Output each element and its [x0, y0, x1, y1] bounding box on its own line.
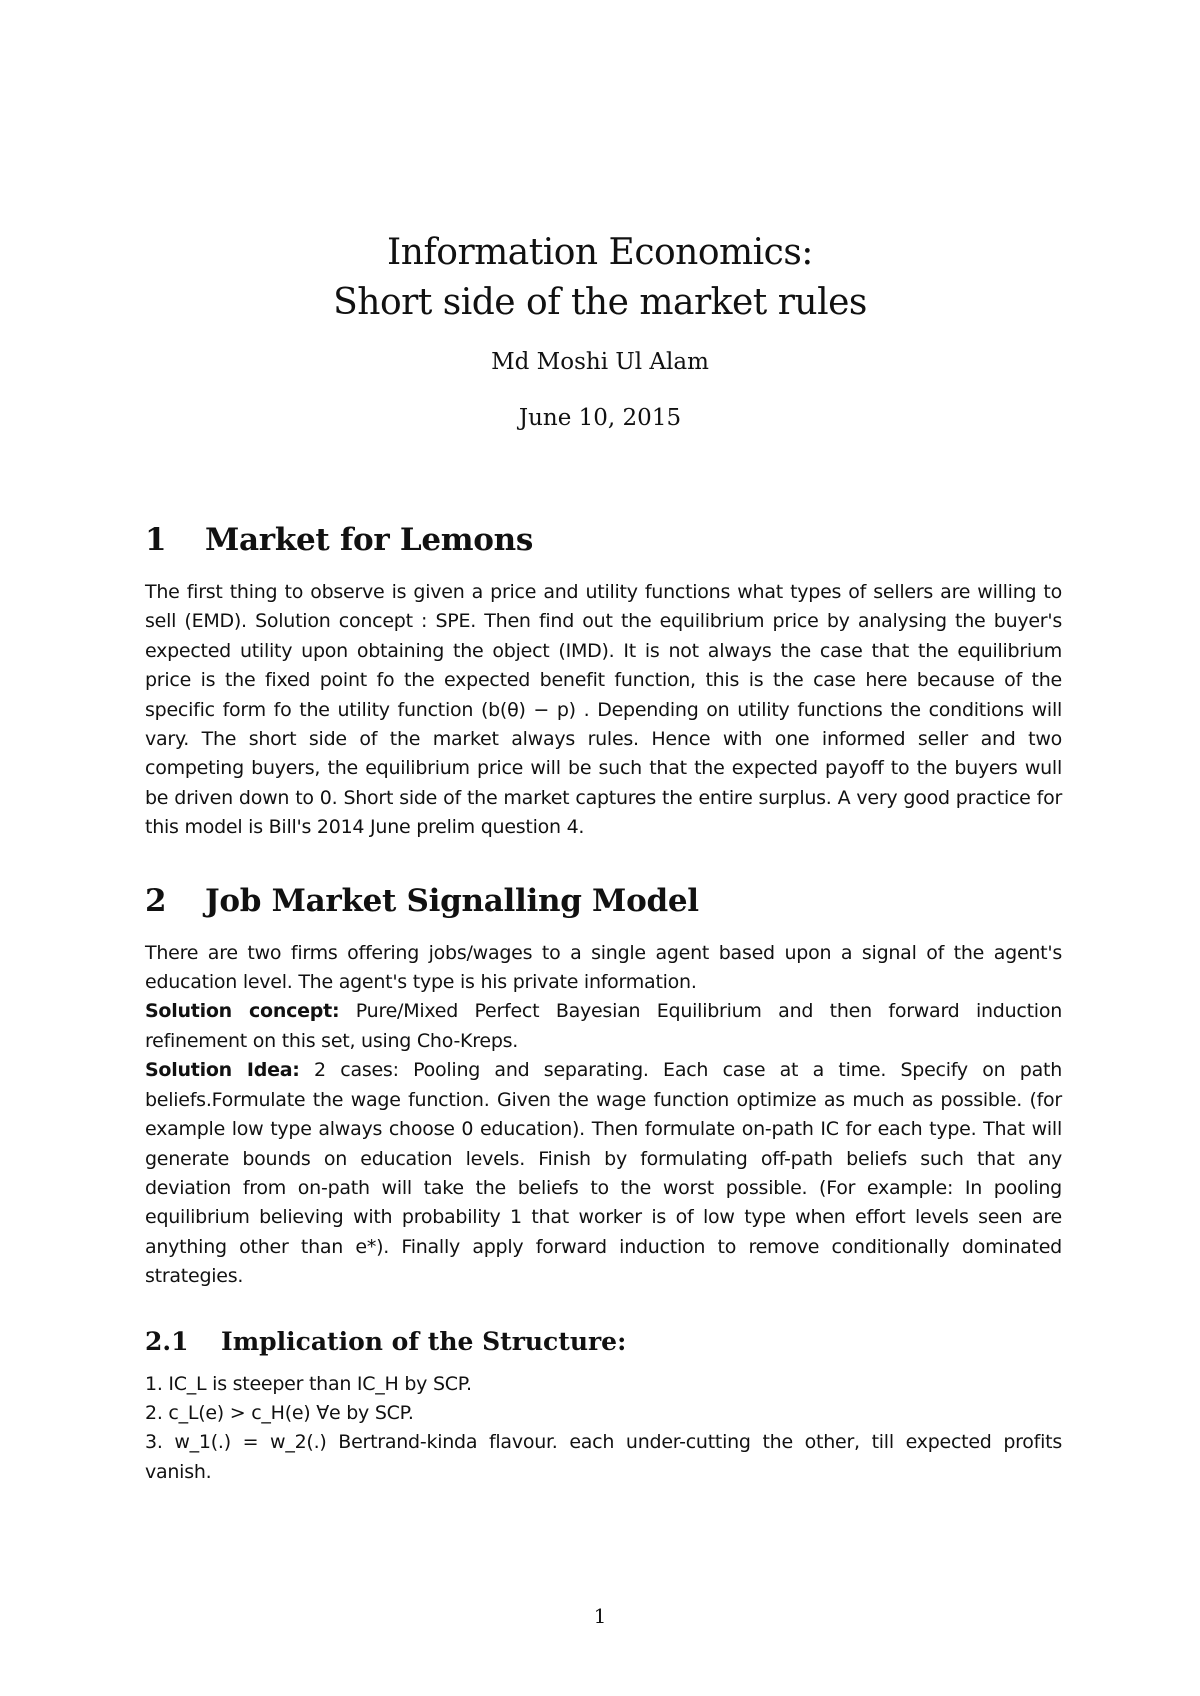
date: June 10, 2015: [518, 405, 682, 431]
title-line-2: Short side of the market rules: [333, 282, 867, 323]
subsection-heading-implication: [145, 1324, 1062, 1360]
list-item: 2. c_L(e) > c_H(e) ∀e by SCP.: [145, 1401, 414, 1424]
author: Md Moshi Ul Alam: [491, 349, 709, 375]
solution-idea-text: 2 cases: Pooling and separating. Each case at a time. Specify on path beliefs.Formulate the wage function. Given the wage function optimize as much as possible. (for example low type always choose 0 education). Then formulate on-path IC for each type. That will generate bounds on education levels. Finish by formulating off-path beliefs such that any deviation from on-path will take the beliefs to the worst possible. (For example: In pooling equilibrium believing with probability 1 that worker is of low type when effort levels seen are anything other than e*). Finally apply forward induction to remove conditionally dominated strategies.: [145, 1059, 1062, 1288]
section-number: 2: [145, 882, 167, 919]
title-line-1: Information Economics:: [387, 232, 813, 273]
section-heading-market-for-lemons: [145, 518, 1062, 562]
implication-list: [145, 1370, 1062, 1488]
section-title: Job Market Signalling Model: [205, 882, 699, 919]
solution-idea-paragraph: [145, 1056, 1062, 1291]
subsection-title: Implication of the Structure:: [221, 1326, 627, 1356]
section-title: Market for Lemons: [205, 522, 534, 558]
list-item: 1. IC_L is steeper than IC_H by SCP.: [145, 1372, 472, 1395]
section-2-intro-paragraph: There are two firms offering jobs/wages to a single agent based upon a signal of the agent's education level. The agent's type is his private information.: [145, 941, 1062, 994]
list-item: 3. w_1(.) = w_2(.) Bertrand-kinda flavour. each under-cutting the other, till expected profits vanish.: [145, 1431, 1062, 1483]
section-1-paragraph: The first thing to observe is given a price and utility functions what types of sellers are willing to sell (EMD). Solution concept : SPE. Then find out the equilibrium price by analysing the buyer's expected utility upon obtaining the object (IMD). It is not always the case that the equilibrium price is the fixed point fo the expected benefit function, this is the case here because of the specific form fo the utility function (b(θ) − p) . Depending on utility functions the conditions will vary. The short side of the market always rules. Hence with one informed seller and two competing buyers, the equilibrium price will be such that the expected payoff to the buyers wull be driven down to 0. Short side of the market captures the entire surplus. A very good practice for this model is Bill's 2014 June prelim question 4.: [145, 581, 1062, 839]
solution-concept-paragraph: [145, 997, 1062, 1056]
document-body: [145, 518, 1062, 1487]
page-number: 1: [593, 1604, 607, 1628]
solution-idea-label: Solution Idea:: [145, 1059, 300, 1082]
solution-concept-label: Solution concept:: [145, 1000, 340, 1023]
section-heading-job-market-signalling: [145, 879, 1062, 923]
section-number: 1: [145, 522, 167, 558]
subsection-number: 2.1: [145, 1326, 189, 1356]
solution-concept-text: Pure/Mixed Perfect Bayesian Equilibrium and then forward induction refinement on this set, using Cho-Kreps.: [145, 1000, 1062, 1052]
title-block: [0, 228, 1200, 434]
